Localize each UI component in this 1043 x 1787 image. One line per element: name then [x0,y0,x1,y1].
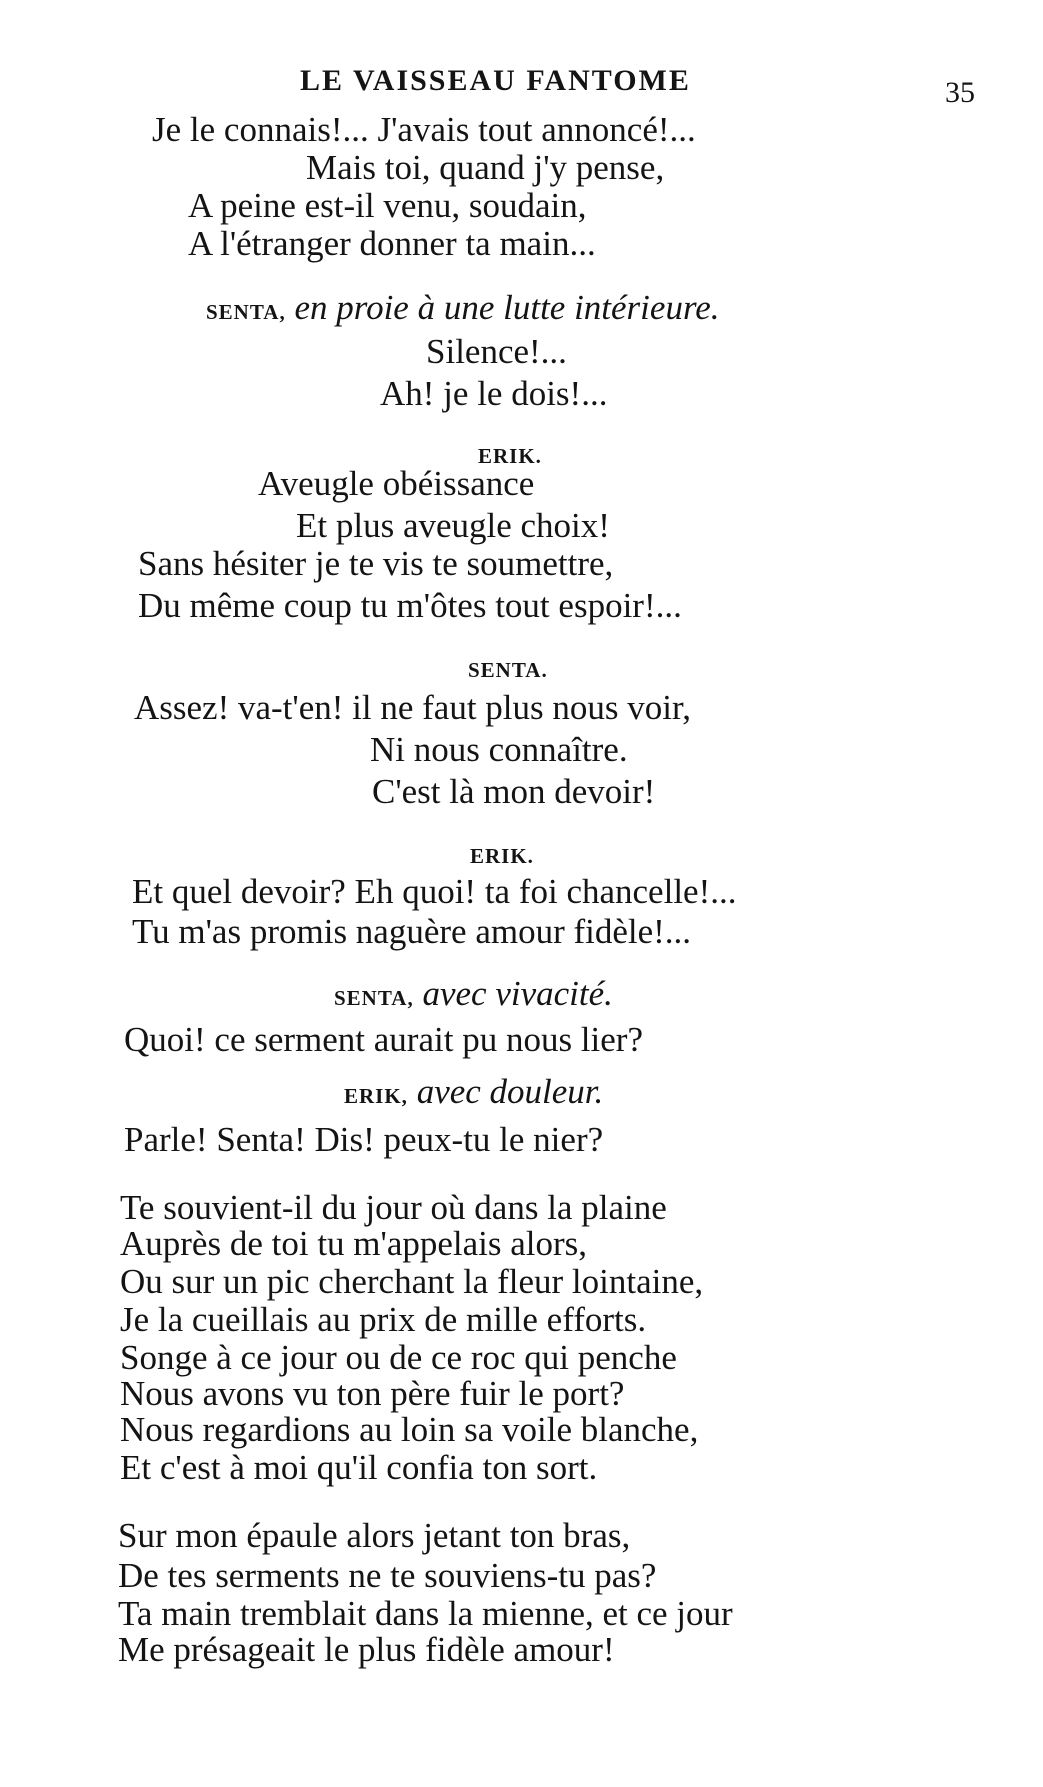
verse-line: Nous regardions au loin sa voile blanche, [120,1410,699,1449]
speaker-name: SENTA. [468,658,548,682]
verse-line: Du même coup tu m'ôtes tout espoir!... [138,586,682,625]
verse-line: De tes serments ne te souviens-tu pas? [118,1556,657,1595]
verse-line: A l'étranger donner ta main... [188,224,596,263]
verse-line: Assez! va-t'en! il ne faut plus nous voir, [134,688,691,727]
verse-line: Ta main tremblait dans la mienne, et ce jour [118,1594,733,1633]
stage-direction: avec vivacité. [422,974,613,1013]
stage-direction: en proie à une lutte intérieure. [294,288,720,327]
verse-line: Sans hésiter je te vis te soumettre, [138,544,614,583]
speaker-heading [334,974,613,1018]
verse-line: Et plus aveugle choix! [296,506,610,545]
speaker-name: ERIK. [470,844,534,868]
verse-line: Mais toi, quand j'y pense, [306,148,665,187]
verse-line: Ni nous connaître. [370,730,628,769]
verse-line: Nous avons vu ton père fuir le port? [120,1374,625,1413]
verse-line: Auprès de toi tu m'appelais alors, [120,1224,588,1263]
verse-line: Parle! Senta! Dis! peux-tu le nier? [124,1120,604,1159]
running-title: LE VAISSEAU FANTOME [300,64,691,97]
speaker-heading [470,832,534,876]
verse-line: Je la cueillais au prix de mille efforts. [120,1300,647,1339]
verse-line: Ah! je le dois!... [380,374,608,413]
verse-line: Me présageait le plus fidèle amour! [118,1630,615,1669]
verse-line: Te souvient-il du jour où dans la plaine [120,1188,667,1227]
verse-line: Et c'est à moi qu'il confia ton sort. [120,1448,598,1487]
verse-line: Ou sur un pic cherchant la fleur lointaine, [120,1262,704,1301]
speaker-heading [206,288,720,332]
page-number: 35 [945,76,975,109]
speaker-name: SENTA, [206,300,286,324]
verse-line: C'est là mon devoir! [372,772,656,811]
verse-line: Silence!... [426,332,567,371]
verse-line: Je le connais!... J'avais tout annoncé!... [152,110,696,149]
speaker-heading [344,1072,603,1116]
verse-line: A peine est-il venu, soudain, [188,186,587,225]
verse-line: Tu m'as promis naguère amour fidèle!... [132,912,692,951]
verse-line: Et quel devoir? Eh quoi! ta foi chancelle!... [132,872,737,911]
speaker-name: SENTA, [334,986,414,1010]
verse-line: Aveugle obéissance [258,464,535,503]
verse-line: Songe à ce jour ou de ce roc qui penche [120,1338,677,1377]
speaker-name: ERIK, [344,1084,408,1108]
stage-direction: avec douleur. [416,1072,604,1111]
verse-line: Quoi! ce serment aurait pu nous lier? [124,1020,643,1059]
speaker-name: ERIK. [478,444,542,468]
verse-line: Sur mon épaule alors jetant ton bras, [118,1516,631,1555]
speaker-heading [468,646,548,690]
